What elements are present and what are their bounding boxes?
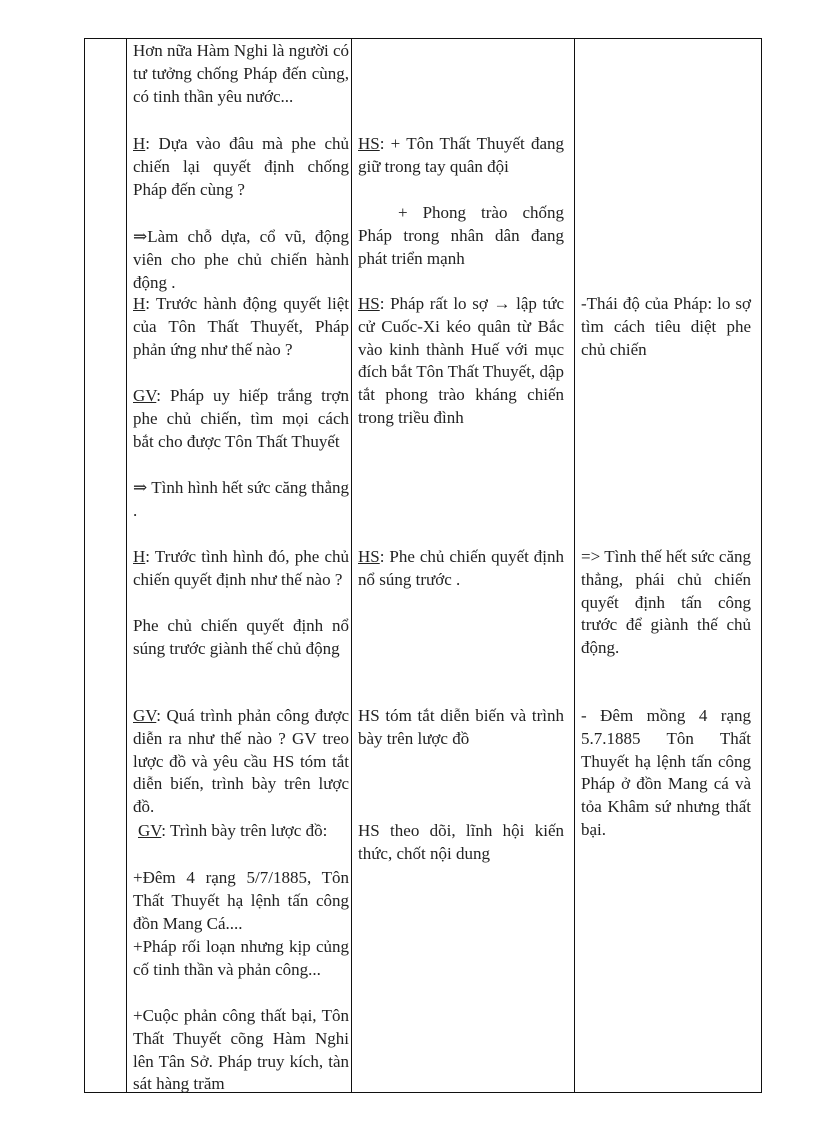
column-divider	[351, 39, 352, 1092]
paragraph: Hơn nữa Hàm Nghi là người có tư tưởng chống Pháp đến cùng, có tinh thần yêu nước...	[133, 41, 349, 106]
student-paragraph: HS tóm tắt diễn biến và trình bày trên lược đồ	[358, 706, 564, 748]
paragraph: +Cuộc phản công thất bại, Tôn Thất Thuyết cõng Hàm Nghi lên Tân Sở. Pháp truy kích, tàn sát hàng trăm	[133, 1006, 349, 1094]
question-paragraph: H: Trước tình hình đó, phe chủ chiến quyết định như thế nào ?	[133, 547, 349, 589]
content-paragraph: -Thái độ của Pháp: lo sợ tìm cách tiêu diệt phe chủ chiến	[581, 294, 751, 359]
teacher-paragraph: GV: Trình bày trên lược đồ:	[138, 821, 328, 840]
paragraph: +Pháp rối loạn nhưng kịp củng cố tinh thần và phản công...	[133, 937, 349, 979]
student-paragraph: + Phong trào chống Pháp trong nhân dân đang phát triển mạnh	[358, 203, 564, 268]
content-paragraph: => Tình thế hết sức căng thẳng, phái chủ chiến quyết định tấn công trước để giành thế chủ động.	[581, 547, 751, 658]
content-paragraph: - Đêm mồng 4 rạng 5.7.1885 Tôn Thất Thuyết hạ lệnh tấn công Pháp ở đồn Mang cá và tỏa Khâm sứ nhưng thất bại.	[581, 706, 751, 839]
teacher-activity-column	[133, 39, 350, 1092]
paragraph: ⇒ Tình hình hết sức căng thẳng .	[133, 478, 349, 520]
teacher-paragraph: GV: Pháp uy hiếp trắng trợn phe chủ chiến, tìm mọi cách bắt cho được Tôn Thất Thuyết	[133, 386, 349, 451]
paragraph: ⇒Làm chỗ dựa, cổ vũ, động viên cho phe chủ chiến hành động .	[133, 227, 349, 292]
question-paragraph: H: Dựa vào đâu mà phe chủ chiến lại quyết định chống Pháp đến cùng ?	[133, 134, 349, 199]
student-paragraph: HS: Phe chủ chiến quyết định nổ súng trước .	[358, 547, 564, 589]
lesson-table	[84, 38, 762, 1093]
student-paragraph: HS: + Tôn Thất Thuyết đang giữ trong tay quân đội	[358, 134, 564, 176]
student-activity-column	[358, 39, 564, 1092]
student-paragraph: HS: Pháp rất lo sợ → lập tức cử Cuốc-Xi kéo quân từ Bắc vào kinh thành Huế với mục đích bắt Tôn Thất Thuyết, dập tắt phong trào kháng chiến trong triều đình	[358, 294, 564, 427]
column-divider	[574, 39, 575, 1092]
content-column	[581, 39, 751, 1092]
teacher-paragraph: GV: Quá trình phản công được diễn ra như thế nào ? GV treo lược đồ và yêu cầu HS tóm tắt diễn biến, trình bày trên lược đồ.	[133, 706, 349, 817]
paragraph: Phe chủ chiến quyết định nổ súng trước giành thế chủ động	[133, 616, 349, 658]
paragraph: +Đêm 4 rạng 5/7/1885, Tôn Thất Thuyết hạ lệnh tấn công đồn Mang Cá....	[133, 868, 349, 933]
column-divider	[126, 39, 127, 1092]
student-paragraph: HS theo dõi, lĩnh hội kiến thức, chốt nội dung	[358, 821, 564, 863]
question-paragraph: H: Trước hành động quyết liệt của Tôn Thất Thuyết, Pháp phản ứng như thế nào ?	[133, 294, 349, 359]
